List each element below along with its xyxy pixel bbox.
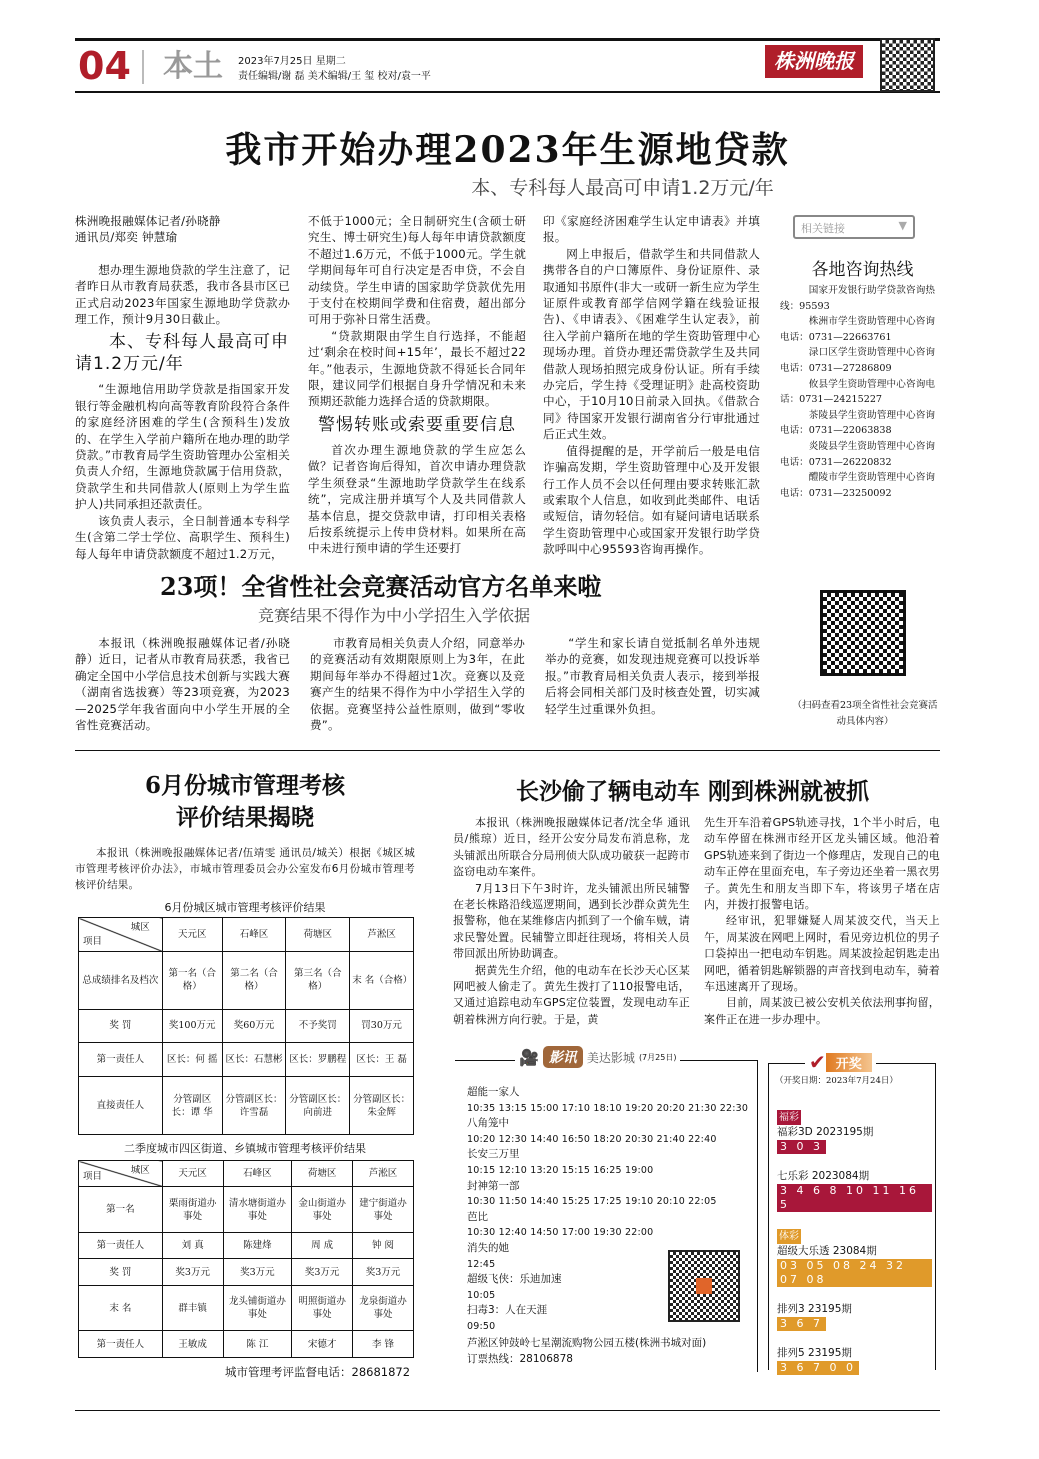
paragraph: “生源地信用助学贷款是指国家开发银行等金融机构向高等教育阶段符合条件的家庭经济困难的学生(含预科生)发放的、在学生入学前户籍所在地办理的助学贷款。”市教育局学生资助管理办公室相关负责人介绍，生源地贷款属于信用贷款，贷款学生和共同借款人(原则上为学生监护人)共同承担还款责任。	[75, 382, 290, 512]
table-caption: 二季度城市四区街道、乡镇城市管理考核评价结果	[124, 1142, 366, 1155]
movie-title: 扫毒3：人在天涯	[467, 1304, 548, 1317]
evaluation-table	[78, 1160, 414, 1358]
related-links-tag	[793, 215, 915, 239]
winning-numbers: 03 05 08 24 32 07 08	[777, 1259, 932, 1287]
movie-item	[467, 1085, 757, 1116]
table-cell: 建宁街道办事处	[353, 1187, 414, 1233]
table-cell: 分管副区长：许雪磊	[222, 1077, 286, 1135]
table-cell: 金山街道办事处	[292, 1187, 353, 1233]
table-cell: 第二名（合格）	[222, 951, 286, 1009]
article-column-1	[453, 815, 690, 1028]
app-logo-icon	[696, 1278, 712, 1294]
table-row	[79, 1043, 414, 1077]
table-cell: 宋德才	[292, 1331, 353, 1358]
row-header: 直接责任人	[79, 1077, 163, 1135]
movie-badge: 影讯	[543, 1046, 583, 1068]
table-cell: 末 名（合格）	[350, 951, 414, 1009]
paragraph: 经审讯，犯罪嫌疑人周某波交代，当天上午，周某波在网吧上网时，看见旁边机位的男子口袋掉出一把电动车钥匙。周某波捡起钥匙走出网吧，循着钥匙解锁器的声音找到电动车，骑着车迅速离开了现场。	[704, 914, 940, 994]
lottery-item	[777, 1346, 932, 1376]
column-header: 芦淞区	[350, 918, 414, 952]
article-title: 23项！全省性社会竞赛活动官方名单来啦	[160, 572, 602, 601]
table-cell: 奖3万元	[292, 1259, 353, 1285]
lottery-header	[805, 1050, 876, 1074]
footer-rule	[75, 1410, 940, 1411]
row-header: 第一名	[79, 1187, 163, 1233]
table-cell: 不予奖罚	[286, 1009, 350, 1043]
subheading: 本、专科每人最高可申请1.2万元/年	[75, 332, 289, 375]
hotline-item: 攸县学生资助管理中心咨询电话：0731—24215227	[780, 378, 935, 406]
article-title: 长沙偷了辆电动车 刚到株洲就被抓	[515, 778, 869, 805]
hotline-item: 醴陵市学生资助管理中心咨询电话：0731—23250092	[780, 472, 935, 499]
table-header-row	[79, 918, 414, 952]
row-header: 奖 罚	[79, 1259, 163, 1285]
table-caption: 6月份城区城市管理考核评价结果	[164, 901, 326, 914]
sidebar-title: 各地咨询热线	[811, 260, 914, 280]
paragraph: 不低于1000元；全日制研究生(含硕士研究生、博士研究生)每人每年申请贷款额度不超过1.6万元，不低于1000元。学生就学期间每年可自行决定是否申贷，不会自动续贷。学生申请的国家助学贷款优先用于支付在校期间学费和住宿费，超出部分可用于弥补日常生活费。	[308, 214, 526, 327]
movie-item	[467, 1116, 757, 1147]
table-cell: 陈 江	[223, 1331, 292, 1358]
table-cell: 区长：王 磊	[350, 1043, 414, 1077]
title-line: 6月份城市管理考核	[144, 772, 345, 799]
table-cell: 区长：石慧彬	[222, 1043, 286, 1077]
table-cell: 区长：何 摇	[162, 1043, 222, 1077]
cinema-name: 美达影城	[586, 1050, 635, 1065]
article-column-1	[75, 213, 290, 562]
movie-title: 超能一家人	[467, 1086, 520, 1098]
article-column-3	[543, 213, 760, 558]
article-column-2	[310, 635, 525, 733]
table-cell: 区长：罗鹏程	[286, 1043, 350, 1077]
lottery-name: 排列3 23195期	[777, 1303, 852, 1315]
corner-top: 城区	[130, 1165, 150, 1176]
table-cell: 分管副区长：向前进	[286, 1077, 350, 1135]
qr-code-icon[interactable]	[880, 38, 935, 92]
table-row	[79, 1331, 414, 1358]
title-line: 评价结果揭晓	[176, 804, 314, 831]
paragraph: 7月13日下午3时许，龙头铺派出所民辅警在老长株路沿线巡逻期间，遇到长沙群众黄先生报警称，他在某维修店内抓到了一个偷车贼，请求民警处置。民辅警立即赶往现场，将相关人员带回派出所协助调查。	[453, 881, 690, 961]
table-cell: 清水塘街道办事处	[223, 1187, 292, 1233]
subheading: 警惕转账或索要重要信息	[318, 414, 516, 435]
paragraph: 想办理生源地贷款的学生注意了，记者昨日从市教育局获悉，我市各县市区已正式启动2023年国家生源地助学贷款办理工作，预计9月30日截止。	[75, 262, 290, 327]
movie-header	[515, 1046, 680, 1068]
movie-times: 10:35 13:15 15:00 17:10 18:10 19:20 20:20 21:30 22:30	[467, 1102, 749, 1114]
corner-bottom: 项目	[83, 1171, 103, 1183]
table-row	[79, 1077, 414, 1135]
qr-code-icon[interactable]	[668, 1250, 740, 1322]
table-cell: 奖60万元	[222, 1009, 286, 1043]
table-cell: 分管副区长：谭 华	[162, 1077, 222, 1135]
table-row	[79, 1009, 414, 1043]
movie-title: 封神第一部	[467, 1179, 520, 1192]
qr-caption: （扫码查看23项全省性社会竞赛活动具体内容）	[792, 700, 938, 727]
table-cell: 第一名（合格）	[162, 951, 222, 1009]
paragraph: “贷款期限由学生自行选择，不能超过‘剩余在校时间+15年’，最长不超过22年。”他表示，生源地贷款不得延长合同年限，建议同学们根据自身升学情况和未来预期还款能力选择合适的贷款期限。	[308, 328, 526, 409]
paragraph: 本报讯（株洲晚报融媒体记者/伍靖雯 通讯员/城关）根据《城区城市管理考核评价办法》，市城市管理委员会办公室发布6月份城市管理考核评价结果。	[75, 847, 415, 891]
chevron-down-icon: ▼	[898, 219, 907, 232]
paragraph: 网上申报后，借款学生和共同借款人携带各自的户口簿原件、身份证原件、录取通知书原件(非大一或研一新生应为学生证原件或教育部学信网学籍在线验证报告)、《申请表》、《困难学生认定表》，前往入学前户籍所在地的学生资助管理中心现场办理。首贷办理还需贷款学生及共同借款人现场拍照完成身份认证。所有手续办完后，学生持《受理证明》赴高校资助中心，于10月10日前录入回执。《借款合同》待国家开发银行湖南省分行审批通过后正式生效。	[543, 246, 761, 442]
table-cell: 刘 真	[162, 1233, 223, 1259]
table-cell: 奖3万元	[223, 1259, 292, 1285]
row-header: 总成绩排名及档次	[79, 951, 163, 1009]
article-subtitle: 本、专科每人最高可申请1.2万元/年	[471, 177, 774, 199]
article-subtitle: 竞赛结果不得作为中小学招生入学依据	[258, 606, 531, 625]
editors: 责任编辑/谢 磊 美术编辑/王 玺 校对/袁一平	[238, 71, 431, 82]
article-title	[75, 770, 415, 834]
hotline-item: 炎陵县学生资助管理中心咨询电话：0731—26220832	[780, 440, 935, 468]
movie-times: 10:20 12:30 14:40 16:50 18:20 20:30 21:40 22:40	[467, 1133, 717, 1145]
lottery-name: 排列5 23195期	[777, 1347, 852, 1359]
cinema-phone: 订票热线：28106878	[467, 1353, 573, 1365]
column-header: 荷塘区	[292, 1161, 353, 1187]
movie-item	[467, 1179, 757, 1210]
movie-title: 超级飞侠：乐迪加速	[467, 1273, 562, 1286]
winning-numbers: 3 6 7	[777, 1317, 826, 1331]
hotline-item: 渌口区学生资助管理中心咨询电话：0731—27286809	[780, 347, 935, 374]
byline: 株洲晚报融媒体记者/孙晓静	[75, 214, 221, 228]
section-divider	[75, 750, 940, 751]
row-header: 第一责任人	[79, 1043, 163, 1077]
page-number: 04	[78, 44, 131, 88]
movie-title: 八角笼中	[467, 1117, 509, 1130]
table-cell: 龙泉街道办事处	[353, 1285, 414, 1331]
movie-date: (7月25日)	[638, 1052, 677, 1062]
article-column-3	[545, 635, 760, 717]
article-title: 我市开始办理2023年生源地贷款	[225, 129, 790, 171]
table-cell: 陈建烽	[223, 1233, 292, 1259]
table-cell: 奖3万元	[353, 1259, 414, 1285]
movie-title: 长安三万里	[467, 1148, 520, 1161]
table-cell: 罚30万元	[350, 1009, 414, 1043]
table-row	[79, 1187, 414, 1233]
corner-cell	[79, 1161, 163, 1187]
hotline-item: 国家开发银行助学贷款咨询热线：95593	[780, 285, 935, 312]
supervision-hotline: 城市管理考评监督电话：28681872	[225, 1365, 411, 1379]
header-bottom-rule	[75, 91, 940, 93]
paragraph: 值得提醒的是，开学前后一般是电信诈骗高发期，学生资助管理中心及开发银行工作人员不会以任何理由要求转账汇款或索取个人信息，如收到此类邮件、电话或短信，请勿轻信。如有疑问请电话联系学生资助管理中心或国家开发银行助学贷款呼叫中心95593咨询再操作。	[543, 443, 760, 557]
hotline-item: 茶陵县学生资助管理中心咨询电话：0731—22063838	[780, 409, 935, 437]
corner-bottom: 项目	[83, 935, 103, 947]
row-header: 第一责任人	[79, 1233, 163, 1259]
movie-item	[467, 1147, 757, 1178]
table-row	[79, 1233, 414, 1259]
hotline-item: 株洲市学生资助管理中心咨询电话：0731—22663761	[780, 316, 935, 343]
lottery-name: 超级大乐透 23084期	[777, 1245, 877, 1257]
movie-times: 10:05	[467, 1289, 496, 1301]
winning-numbers: 3 0 3	[777, 1140, 826, 1154]
lottery-category: 体彩	[779, 1231, 799, 1242]
related-links-label: 相关链接	[801, 222, 845, 235]
article-column-1	[75, 635, 290, 733]
row-header: 末 名	[79, 1285, 163, 1331]
byline: 通讯员/郑奕 钟慧瑜	[75, 230, 178, 245]
winning-numbers: 3 4 6 8 10 11 16 5	[777, 1184, 932, 1212]
section-name: 本土	[163, 49, 223, 84]
table-row	[79, 1259, 414, 1285]
paragraph: 首次办理生源地贷款的学生应怎么做？记者咨询后得知，首次申请办理贷款学生须登录“生源地助学贷款学生在线系统”，完成注册并填写个人及共同借款人基本信息，提交贷款申请，打印相关表格后按系统提示上传申贷材料。如果所在高中未进行预申请的学生还要打	[308, 442, 526, 556]
paragraph: 先生开车沿着GPS轨迹寻找，1个半小时后，电动车停留在株洲市经开区龙头铺区域。他沿着GPS轨迹来到了街边一个修理店，发现自己的电动车正停在里面充电，车子旁边还坐着一黑衣男子。黄先生和朋友当即下车，将该男子堵在店内，并拨打报警电话。	[704, 816, 940, 912]
table-cell: 明照街道办事处	[292, 1285, 353, 1331]
paragraph: 印《家庭经济困难学生认定申请表》并填报。	[543, 214, 760, 245]
paragraph: 本报讯（株洲晚报融媒体记者/沈全华 通讯员/熊琼）近日，经开公安分局发布消息称，龙头铺派出所联合分局刑侦大队成功破获一起跨市盗窃电动车案件。	[453, 816, 690, 879]
header-top-rule	[75, 38, 940, 41]
lottery-item	[777, 1169, 932, 1213]
corner-cell	[79, 918, 163, 952]
table-cell: 龙头铺街道办事处	[223, 1285, 292, 1331]
header-divider	[142, 50, 144, 84]
movie-title: 芭比	[467, 1210, 488, 1223]
table-cell: 第三名（合格）	[286, 951, 350, 1009]
checkmark-icon: ✔	[809, 1050, 826, 1074]
paragraph: 本报讯（株洲晚报融媒体记者/孙晓静）近日，记者从市教育局获悉，我省已确定全国中小学信息技术创新与实践大赛（湖南省选拔赛）等23项竞赛，为2023—2025学年我省面向中小学生开展的全省性竞赛活动。	[75, 636, 290, 733]
movie-times: 09:50	[467, 1320, 496, 1332]
corner-top: 城区	[130, 922, 150, 933]
table-cell: 栗雨街道办事处	[162, 1187, 223, 1233]
table-cell: 钟 阅	[353, 1233, 414, 1259]
article-body	[75, 845, 415, 893]
column-header: 天元区	[162, 1161, 223, 1187]
qr-code-icon[interactable]	[820, 590, 906, 676]
paragraph: 目前，周某波已被公安机关依法刑事拘留，案件正在进一步办理中。	[704, 996, 940, 1026]
movie-times: 10:30 12:40 14:50 17:00 19:30 22:00	[467, 1227, 654, 1239]
draw-date: （开奖日期：2023年7月24日）	[775, 1076, 898, 1086]
movie-times: 12:45	[467, 1258, 496, 1270]
lottery-category: 福彩	[779, 1112, 799, 1123]
paragraph: 该负责人表示，全日制普通本专科学生(含第二学士学位、高职学生、预科生)每人每年申请贷款额度不超过1.2万元，	[75, 513, 290, 561]
table-cell: 奖100万元	[162, 1009, 222, 1043]
paragraph: 市教育局相关负责人介绍，同意举办的竞赛活动有效期限原则上为3年，在此期间每年举办不得超过1次。竞赛以及竞赛产生的结果不得作为中小学招生入学的依据。竞赛坚持公益性原则，做到“零收费”。	[310, 636, 525, 733]
lottery-item	[777, 1125, 932, 1155]
column-header: 天元区	[162, 918, 222, 952]
column-header: 荷塘区	[286, 918, 350, 952]
lottery-name: 福彩3D 2023195期	[777, 1126, 874, 1138]
evaluation-table	[78, 917, 414, 1135]
table-cell: 李 锋	[353, 1331, 414, 1358]
lottery-item	[777, 1244, 932, 1288]
article-column-2	[704, 815, 940, 1028]
issue-date: 2023年7月25日 星期二	[238, 56, 346, 67]
table-cell: 王敏成	[162, 1331, 223, 1358]
paragraph: “学生和家长请自觉抵制名单外违规举办的竞赛，如发现违规竞赛可以投诉举报。”市教育局相关负责人表示，接到举报后将会同相关部门及时核查处置，切实减轻学生过重课外负担。	[545, 636, 760, 716]
lottery-results	[777, 1108, 932, 1390]
table-header-row	[79, 1161, 414, 1187]
paragraph: 据黄先生介绍，他的电动车在长沙天心区某网吧被人偷走了。黄先生拨打了110报警电话，又通过追踪电动车GPS定位装置，发现电动车正朝着株洲方向行驶。于是，黄	[453, 963, 690, 1026]
table-row	[79, 951, 414, 1009]
newspaper-logo: 株洲晚报	[765, 45, 863, 78]
table-cell: 分管副区长：朱金辉	[350, 1077, 414, 1135]
movie-title: 消失的她	[467, 1241, 509, 1254]
row-header: 奖 罚	[79, 1009, 163, 1043]
article-column-2	[308, 213, 526, 557]
column-header: 石峰区	[222, 918, 286, 952]
lottery-name: 七乐彩 2023084期	[777, 1170, 870, 1182]
film-projector-icon: 🎥	[519, 1047, 539, 1067]
table-cell: 周 成	[292, 1233, 353, 1259]
row-header: 第一责任人	[79, 1331, 163, 1358]
table-cell: 奖3万元	[162, 1259, 223, 1285]
movie-times: 10:30 11:50 14:40 15:25 17:25 19:10 20:10 22:05	[467, 1196, 717, 1208]
cinema-address: 芦淞区钟鼓岭七星潮流购物公园五楼(株洲书城对面)	[467, 1337, 707, 1349]
movie-item	[467, 1210, 757, 1241]
movie-times: 10:15 12:10 13:20 15:15 16:25 19:00	[467, 1164, 654, 1176]
column-header: 石峰区	[223, 1161, 292, 1187]
winning-numbers: 3 6 7 0 0	[777, 1361, 859, 1375]
hotline-list	[780, 283, 935, 501]
lottery-item	[777, 1302, 932, 1332]
table-cell: 群丰镇	[162, 1285, 223, 1331]
lottery-badge: 开奖	[826, 1053, 872, 1072]
table-row	[79, 1285, 414, 1331]
column-header: 芦淞区	[353, 1161, 414, 1187]
